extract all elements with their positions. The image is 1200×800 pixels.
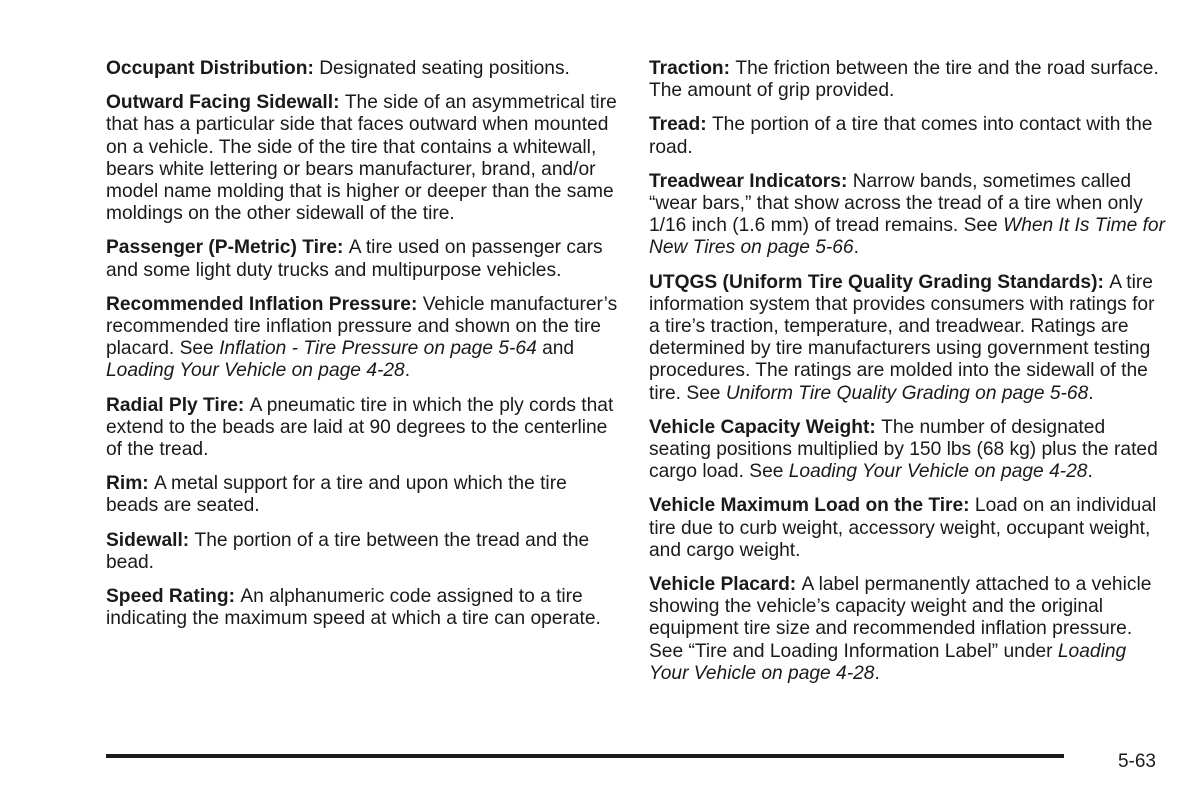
glossary-definition: The side of an asymmetrical tire that has a particular side that faces outward when mounted on a vehicle. The side of the tire that contains a whitewall, bears white lettering or bears manufacturer, brand, and/or model name molding that is higher or deeper than the same moldings on the other sidewall of the tire.: [106, 92, 617, 225]
glossary-term: Rim:: [106, 473, 149, 495]
glossary-term: Outward Facing Sidewall:: [106, 92, 340, 114]
glossary-definition: A pneumatic tire in which the ply cords that extend to the beads are laid at 90 degrees to the centerline of the tread.: [106, 394, 614, 461]
glossary-definition: The number of designated seating positions multiplied by 150 lbs (68 kg) plus the rated cargo load. See: [649, 416, 1158, 483]
glossary-term: Passenger (P-Metric) Tire:: [106, 237, 344, 259]
connector-text: and: [542, 338, 575, 360]
glossary-term: Speed Rating:: [106, 586, 235, 608]
glossary-definition: The portion of a tire that comes into contact with the road.: [649, 114, 1153, 158]
cross-reference-link[interactable]: Inflation - Tire Pressure on page 5-64: [219, 338, 537, 360]
glossary-definition: An alphanumeric code assigned to a tire indicating the maximum speed at which a tire can operate.: [106, 586, 601, 630]
glossary-entry-speed-rating: [106, 586, 621, 630]
glossary-entry-recommended-inflation-pressure: [106, 294, 621, 383]
glossary-definition: The friction between the tire and the road surface. The amount of grip provided.: [649, 58, 1159, 102]
right-column: [649, 58, 1169, 697]
glossary-definition: Narrow bands, sometimes called “wear bars,” that show across the tread of a tire when only 1/16 inch (1.6 mm) of tread remains. See: [649, 170, 1143, 237]
glossary-term: Radial Ply Tire:: [106, 394, 245, 416]
glossary-definition: Vehicle manufacturer’s recommended tire inflation pressure and shown on the tire placard. See: [106, 293, 618, 360]
glossary-entry-vehicle-maximum-load: [649, 495, 1169, 562]
sentence-end: .: [874, 662, 880, 684]
glossary-entry-traction: [649, 58, 1169, 102]
glossary-entry-vehicle-capacity-weight: [649, 417, 1169, 484]
glossary-entry-radial-ply-tire: [106, 395, 621, 462]
glossary-term: UTQGS (Uniform Tire Quality Grading Standards):: [649, 271, 1104, 293]
sentence-end: .: [853, 237, 859, 259]
footer-rule: [106, 754, 1064, 758]
glossary-entry-vehicle-placard: [649, 574, 1169, 685]
glossary-definition: A tire used on passenger cars and some light duty trucks and multipurpose vehicles.: [106, 237, 603, 281]
glossary-entry-outward-facing-sidewall: [106, 92, 621, 225]
cross-reference-link[interactable]: Loading Your Vehicle on page 4-28: [788, 461, 1088, 483]
glossary-entry-passenger-tire: [106, 237, 621, 281]
glossary-definition: The portion of a tire between the tread and the bead.: [106, 529, 590, 573]
glossary-definition: Load on an individual tire due to curb weight, accessory weight, occupant weight, and cargo weight.: [649, 495, 1157, 561]
sentence-end: .: [1087, 461, 1093, 483]
glossary-term: Occupant Distribution:: [106, 58, 314, 79]
glossary-entry-sidewall: [106, 530, 621, 574]
glossary-definition: A label permanently attached to a vehicle showing the vehicle’s capacity weight and the original equipment tire size and recommended inflation pressure. See “Tire and Loading Information Label” under: [649, 574, 1152, 662]
cross-reference-link[interactable]: Loading Your Vehicle on page 4-28: [106, 360, 405, 382]
glossary-term: Vehicle Maximum Load on the Tire:: [649, 495, 970, 517]
glossary-entry-occupant-distribution: [106, 58, 621, 80]
glossary-term: Recommended Inflation Pressure:: [106, 293, 418, 315]
sentence-end: .: [1088, 382, 1094, 404]
glossary-definition: A metal support for a tire and upon which the tire beads are seated.: [106, 473, 567, 517]
glossary-entry-utqgs: [649, 272, 1169, 405]
glossary-entry-rim: [106, 473, 621, 517]
cross-reference-link[interactable]: Uniform Tire Quality Grading on page 5-68: [725, 382, 1089, 404]
cross-reference-link[interactable]: Loading Your Vehicle on page 4-28: [649, 640, 1127, 684]
glossary-entry-tread: [649, 114, 1169, 158]
glossary-term: Treadwear Indicators:: [649, 170, 848, 192]
page-number: 5-63: [1117, 751, 1156, 772]
glossary-term: Traction:: [649, 58, 731, 79]
glossary-definition: A tire information system that provides consumers with ratings for a tire’s traction, temperature, and treadwear. Ratings are determined by tire manufacturers using government testing procedures. The ratings are molded into the sidewall of the tire. See: [649, 271, 1155, 404]
cross-reference-link[interactable]: When It Is Time for New Tires on page 5-66: [649, 215, 1165, 259]
left-column: [106, 58, 621, 642]
glossary-definition: Designated seating positions.: [319, 58, 570, 79]
glossary-term: Sidewall:: [106, 529, 190, 551]
sentence-end: .: [404, 360, 411, 382]
glossary-term: Vehicle Capacity Weight:: [649, 416, 876, 438]
glossary-entry-treadwear-indicators: [649, 171, 1169, 260]
glossary-term: Tread:: [649, 114, 707, 136]
glossary-term: Vehicle Placard:: [649, 574, 797, 596]
